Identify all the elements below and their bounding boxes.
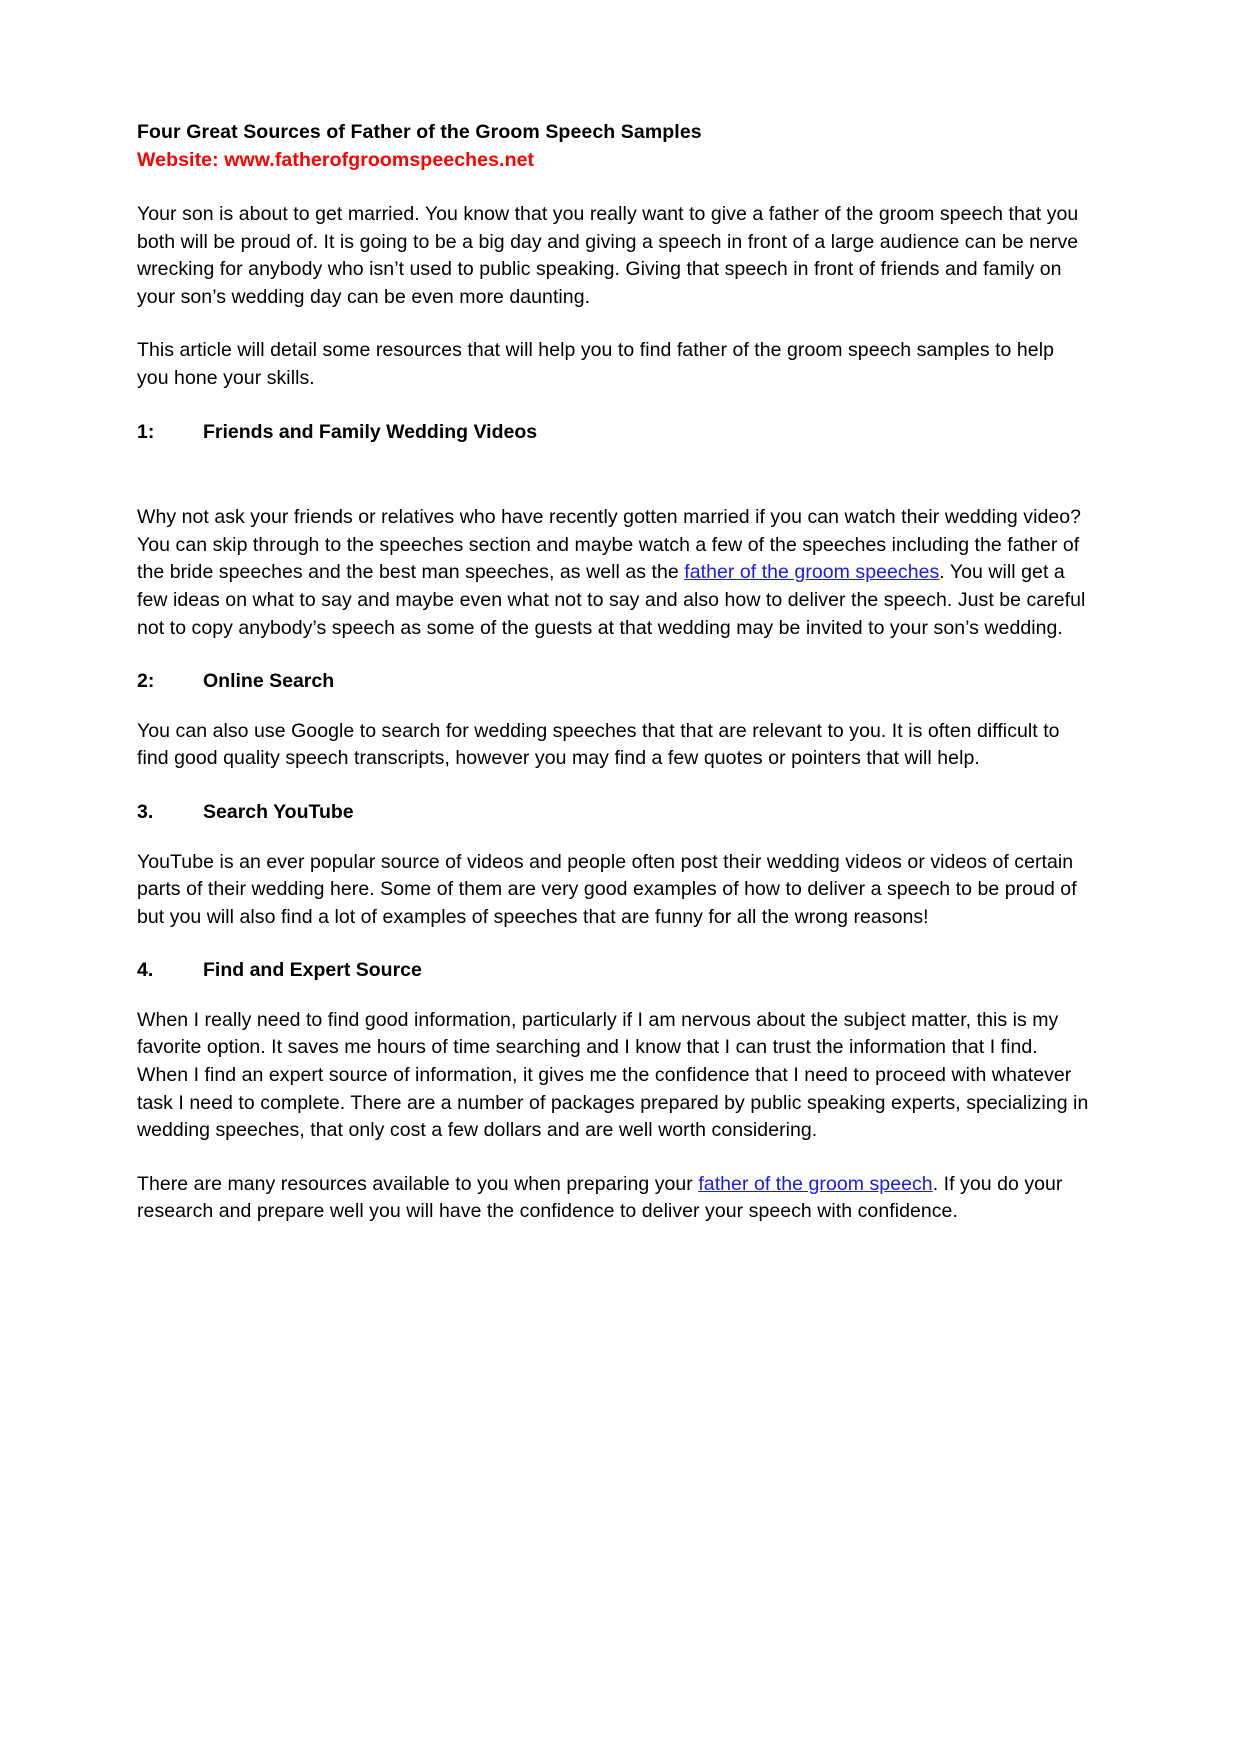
- section-title-4: Find and Expert Source: [203, 959, 422, 982]
- section-number-4: 4.: [137, 959, 154, 982]
- section-heading-1: [137, 419, 1090, 447]
- section-3-paragraph: YouTube is an ever popular source of videos and people often post their wedding videos or videos of certain parts of their wedding here. Some of them are very good examples of how to deliver a speech to be proud of but you will also find a lot of examples of speeches that are funny for all the wrong reasons!: [137, 850, 1077, 928]
- section-heading-3: [137, 799, 1090, 827]
- closing-paragraph: [137, 1171, 1090, 1226]
- website-line: Website: www.fatherofgroomspeeches.net: [137, 149, 535, 171]
- section-title-3: Search YouTube: [203, 800, 354, 823]
- section-title-1: Friends and Family Wedding Videos: [203, 420, 538, 443]
- section-1-text-after-link: . You will get a few ideas on what to say and maybe even what not to say and also how to deliver the speech. Just be careful not to copy anybody’s speech as some of the guests at that wedding may be invited to your son’s wedding.: [137, 561, 1086, 639]
- section-1-text-before-link: Why not ask your friends or relatives who have recently gotten married if you can watch their wedding video? You can skip through to the speeches section and maybe watch a few of the speeches including the father of the bride speeches and the best man speeches, as well as the: [137, 506, 1082, 584]
- closing-text-before-link: There are many resources available to you when preparing your: [137, 1172, 699, 1195]
- section-heading-2: [137, 668, 1090, 696]
- closing-text-after-link: . If you do your research and prepare well you will have the confidence to deliver your speech with confidence.: [137, 1172, 1063, 1223]
- page-title: Four Great Sources of Father of the Groom Speech Samples: [137, 121, 702, 143]
- father-of-the-groom-speech-link[interactable]: father of the groom speech: [698, 1172, 933, 1195]
- section-number-1: 1:: [137, 420, 155, 443]
- section-heading-4: [137, 957, 1090, 985]
- intro-paragraph: Your son is about to get married. You know that you really want to give a father of the groom speech that you both will be proud of. It is going to be a big day and giving a speech in front of a large audience can be nerve wrecking for anybody who isn’t used to public speaking. Giving that speech in front of friends and family on your son’s wedding day can be even more daunting.: [137, 203, 1079, 308]
- father-of-the-groom-speeches-link[interactable]: father of the groom speeches: [684, 561, 940, 584]
- section-title-2: Online Search: [203, 670, 335, 693]
- section-4-paragraph: When I really need to find good information, particularly if I am nervous about the subject matter, this is my favorite option. It saves me hours of time searching and I know that I can trust the information that I find. When I find an expert source of information, it gives me the confidence that I need to proceed with whatever task I need to complete. There are a number of packages prepared by public speaking experts, specializing in wedding speeches, that only cost a few dollars and are well worth considering.: [137, 1008, 1089, 1142]
- section-1-paragraph: [137, 504, 1090, 642]
- section-2-paragraph: You can also use Google to search for wedding speeches that that are relevant to you. It is often difficult to find good quality speech transcripts, however you may find a few quotes or pointers that will help.: [137, 719, 1060, 770]
- section-number-3: 3.: [137, 800, 154, 823]
- section-number-2: 2:: [137, 670, 155, 693]
- second-paragraph: This article will detail some resources that will help you to find father of the groom speech samples to help you hone your skills.: [137, 339, 1054, 389]
